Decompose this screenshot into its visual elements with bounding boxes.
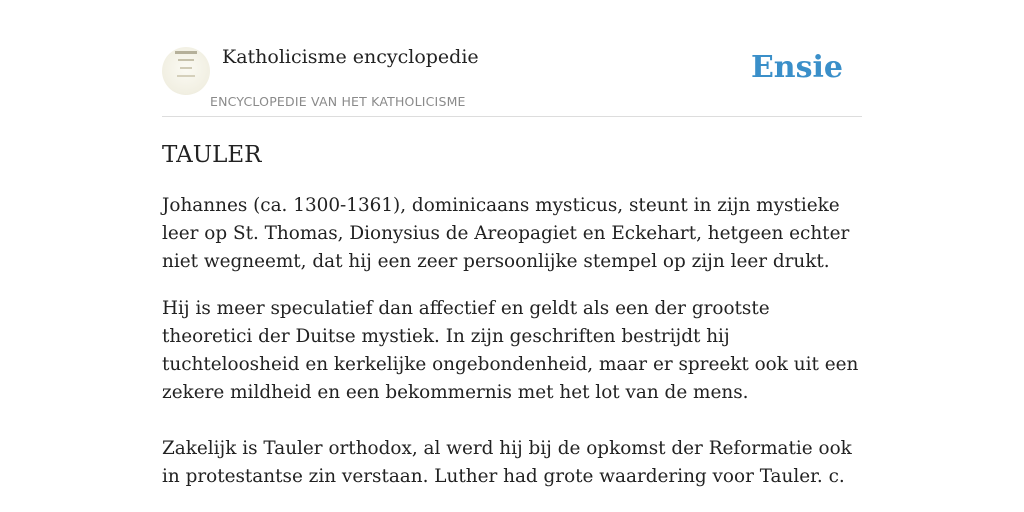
site-subtitle: ENCYCLOPEDIE VAN HET KATHOLICISME bbox=[210, 94, 466, 109]
site-header bbox=[162, 44, 862, 117]
entry-title: TAULER bbox=[162, 142, 262, 168]
encyclopedia-logo-icon[interactable] bbox=[162, 47, 210, 95]
site-title[interactable]: Katholicisme encyclopedie bbox=[222, 46, 479, 68]
entry-content bbox=[162, 140, 862, 491]
ensie-brand-link[interactable]: Ensie bbox=[750, 50, 843, 85]
entry-paragraph: Johannes (ca. 1300-1361), dominicaans mysticus, steunt in zijn mystieke leer op St. Thomas, Dionysius de Areopagiet en Eckehart, hetgeen echter niet wegneemt, dat hij een zeer persoonlijke stempel op zijn leer drukt. bbox=[162, 195, 850, 272]
entry-paragraph: Hij is meer speculatief dan affectief en geldt als een der grootste theoretici der Duitse mystiek. In zijn geschriften bestrijdt hij tuchteloosheid en kerkelijke ongebondenheid, maar er spreekt ook uit een zekere mildheid en een bekommernis met het lot van de mens. Zakelijk is Tauler orthodox, al werd hij bij de opkomst der Reformatie ook in protestantse zin verstaan. Luther had grote waardering voor Tauler. c. bbox=[162, 298, 859, 487]
